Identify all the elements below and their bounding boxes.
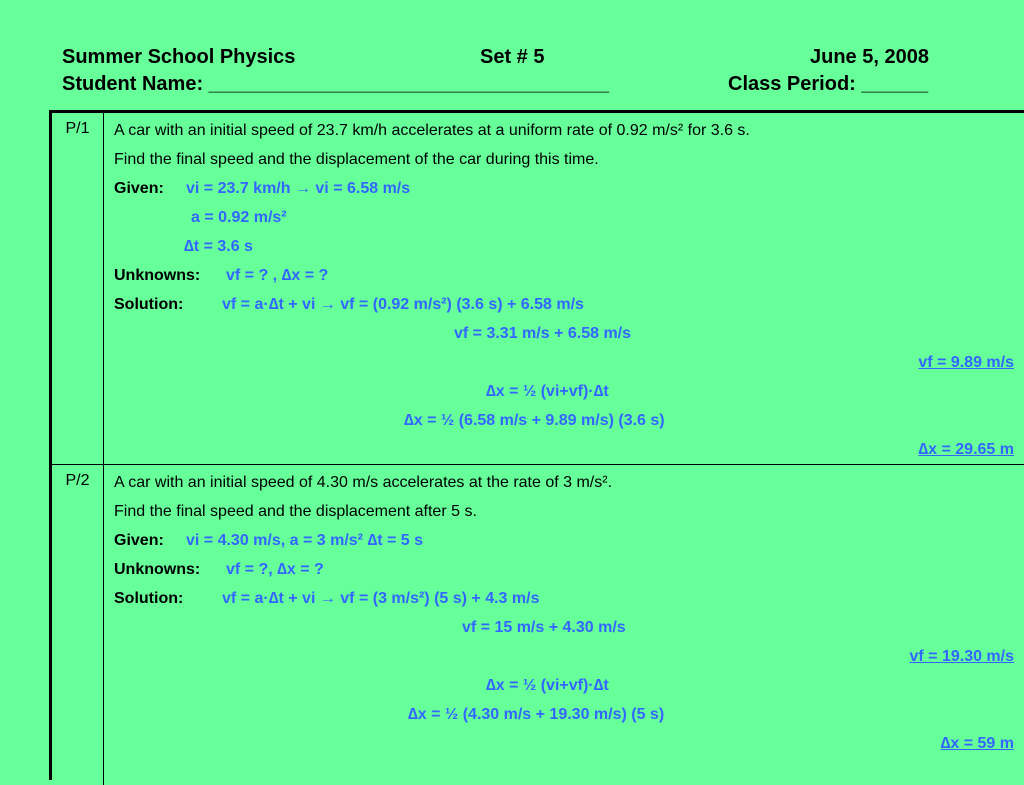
given-value: vi = 4.30 m/s, a = 3 m/s² ∆t = 5 s — [186, 532, 424, 549]
unknowns-value: vf = ? , ∆x = ? — [226, 267, 329, 284]
solution-label: Solution: — [114, 296, 184, 313]
worksheet-header — [62, 44, 962, 98]
unknowns-value: vf = ?, ∆x = ? — [226, 561, 324, 578]
solution-label: Solution: — [114, 590, 184, 607]
final-answer: ∆x = 29.65 m — [918, 441, 1014, 458]
unknowns-label: Unknowns: — [114, 267, 201, 284]
table-row — [52, 113, 1024, 465]
solution-step: ∆x = ½ (6.58 m/s + 9.89 m/s) (3.6 s) — [404, 412, 665, 429]
final-answer: ∆x = 59 m — [940, 735, 1014, 752]
given-value: vi = 23.7 km/h → vi = 6.58 m/s — [186, 180, 411, 197]
solution-step: vf = a·∆t + vi → vf = (3 m/s²) (5 s) + 4.3 m/s — [222, 590, 540, 607]
problem-question: Find the final speed and the displacement of the car during this time. — [114, 151, 599, 168]
class-period-field: Class Period: ______ — [728, 73, 929, 95]
date: June 5, 2008 — [810, 46, 929, 68]
solution-step: ∆x = ½ (vi+vf)·∆t — [486, 383, 609, 400]
table-row — [52, 465, 1024, 785]
given-label: Given: — [114, 532, 164, 549]
solution-step: ∆x = ½ (vi+vf)·∆t — [486, 677, 609, 694]
final-answer: vf = 19.30 m/s — [909, 648, 1014, 665]
problem-statement: A car with an initial speed of 4.30 m/s accelerates at the rate of 3 m/s². — [114, 474, 613, 491]
solution-step: vf = 3.31 m/s + 6.58 m/s — [454, 325, 632, 342]
given-value: a = 0.92 m/s² — [191, 209, 287, 226]
solution-step: vf = 15 m/s + 4.30 m/s — [462, 619, 626, 636]
problem-content — [114, 119, 1014, 467]
solution-step: vf = a·∆t + vi → vf = (0.92 m/s²) (3.6 s) + 6.58 m/s — [222, 296, 584, 313]
problems-table — [49, 110, 1024, 780]
unknowns-label: Unknowns: — [114, 561, 201, 578]
given-label: Given: — [114, 180, 164, 197]
problem-content — [114, 471, 1014, 761]
given-value: ∆t = 3.6 s — [184, 238, 253, 255]
problem-statement: A car with an initial speed of 23.7 km/h accelerates at a uniform rate of 0.92 m/s² for 3.6 s. — [114, 122, 750, 139]
problem-question: Find the final speed and the displacement after 5 s. — [114, 503, 477, 520]
solution-step: ∆x = ½ (4.30 m/s + 19.30 m/s) (5 s) — [408, 706, 665, 723]
problem-label: P/2 — [52, 465, 104, 785]
student-name-field: Student Name: ____________________________________ — [62, 73, 610, 95]
final-answer: vf = 9.89 m/s — [918, 354, 1014, 371]
set-number: Set # 5 — [480, 46, 545, 68]
course-title: Summer School Physics — [62, 46, 296, 68]
problem-label: P/1 — [52, 113, 104, 464]
